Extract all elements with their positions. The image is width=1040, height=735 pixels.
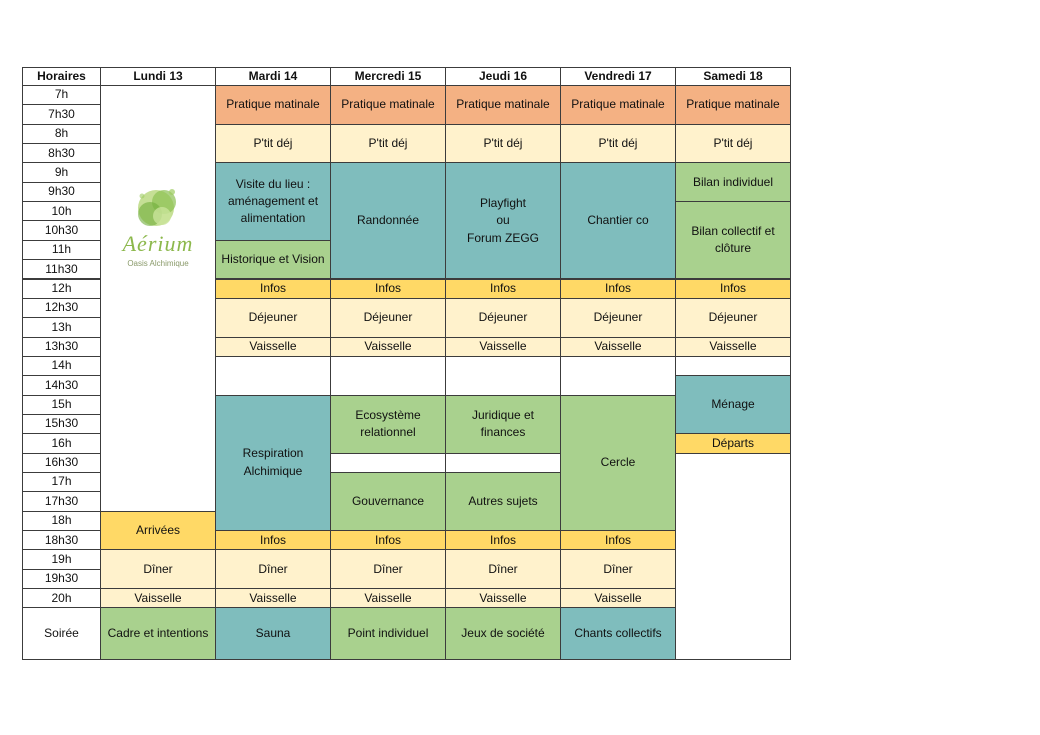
logo-tagline: Oasis Alchimique (127, 258, 189, 268)
event-cell: Déjeuner (675, 298, 791, 338)
time-label: 7h (22, 85, 101, 105)
event-cell (215, 356, 331, 396)
event-cell: Déjeuner (215, 298, 331, 338)
header-day-3: Mercredi 15 (330, 67, 446, 86)
event-cell: Infos (445, 279, 561, 299)
event-cell: Vaisselle (560, 337, 676, 357)
event-cell: Dîner (215, 549, 331, 589)
time-label: 11h (22, 240, 101, 260)
time-label: 12h (22, 279, 101, 299)
time-label: 18h (22, 511, 101, 531)
event-cell: Bilan individuel (675, 162, 791, 202)
event-cell: Vaisselle (330, 337, 446, 357)
event-cell: Cercle (560, 395, 676, 531)
time-label: 15h (22, 395, 101, 415)
event-cell (330, 453, 446, 473)
time-label: 8h (22, 124, 101, 144)
time-label: 7h30 (22, 104, 101, 124)
event-cell: Déjeuner (560, 298, 676, 338)
event-cell: P'tit déj (560, 124, 676, 164)
event-cell: Déjeuner (330, 298, 446, 338)
header-day-2: Mardi 14 (215, 67, 331, 86)
event-cell: Infos (215, 279, 331, 299)
event-cell: Pratique matinale (330, 85, 446, 125)
event-cell: Pratique matinale (675, 85, 791, 125)
event-cell (445, 453, 561, 473)
time-label: 19h30 (22, 569, 101, 589)
event-cell: Sauna (215, 607, 331, 660)
header-day-1: Lundi 13 (100, 67, 216, 86)
event-cell: Dîner (560, 549, 676, 589)
header-day-5: Vendredi 17 (560, 67, 676, 86)
event-cell: Vaisselle (100, 588, 216, 608)
logo-cell (100, 85, 216, 512)
event-cell: Infos (445, 530, 561, 550)
event-cell (675, 356, 791, 376)
header-day-4: Jeudi 16 (445, 67, 561, 86)
event-cell: Pratique matinale (560, 85, 676, 125)
event-cell: Infos (330, 279, 446, 299)
event-cell (445, 356, 561, 396)
event-cell: Juridique et finances (445, 395, 561, 454)
event-cell: Gouvernance (330, 472, 446, 531)
event-cell: Dîner (330, 549, 446, 589)
event-cell: Vaisselle (330, 588, 446, 608)
event-cell: Ménage (675, 375, 791, 434)
aerium-logo (101, 182, 215, 269)
event-cell: Chants collectifs (560, 607, 676, 660)
event-cell: Randonnée (330, 162, 446, 279)
logo-name: Aérium (122, 231, 194, 256)
time-label: 20h (22, 588, 101, 608)
event-cell: Infos (560, 530, 676, 550)
event-cell: Vaisselle (560, 588, 676, 608)
event-cell: P'tit déj (445, 124, 561, 164)
event-cell: P'tit déj (675, 124, 791, 164)
time-label: 14h (22, 356, 101, 376)
event-cell: Playfight ou Forum ZEGG (445, 162, 561, 279)
event-cell: Déjeuner (445, 298, 561, 338)
event-cell: Chantier co (560, 162, 676, 279)
event-cell: Historique et Vision (215, 240, 331, 280)
event-cell: Infos (675, 279, 791, 299)
time-label: 9h30 (22, 182, 101, 202)
event-cell: Départs (675, 433, 791, 453)
event-cell: Ecosystème relationnel (330, 395, 446, 454)
event-cell: Vaisselle (675, 337, 791, 357)
event-cell (330, 356, 446, 396)
time-label: 9h (22, 162, 101, 182)
time-label: 16h (22, 433, 101, 453)
event-cell: Autres sujets (445, 472, 561, 531)
event-cell (560, 356, 676, 396)
time-label: 11h30 (22, 259, 101, 279)
event-cell: Dîner (100, 549, 216, 589)
time-label: 16h30 (22, 453, 101, 473)
header-day-6: Samedi 18 (675, 67, 791, 86)
event-cell: Arrivées (100, 511, 216, 551)
time-label: 17h (22, 472, 101, 492)
time-label: 10h30 (22, 220, 101, 240)
event-cell: Vaisselle (215, 588, 331, 608)
event-cell: Visite du lieu : aménagement et alimentation (215, 162, 331, 240)
event-cell: Pratique matinale (215, 85, 331, 125)
time-label: 17h30 (22, 491, 101, 511)
event-cell: Infos (215, 530, 331, 550)
event-cell: Bilan collectif et clôture (675, 201, 791, 279)
time-label: 10h (22, 201, 101, 221)
event-cell: Cadre et intentions (100, 607, 216, 660)
event-cell: P'tit déj (215, 124, 331, 164)
event-cell: Infos (560, 279, 676, 299)
event-cell: Pratique matinale (445, 85, 561, 125)
time-label: 13h30 (22, 337, 101, 357)
event-cell: Dîner (445, 549, 561, 589)
time-label: 13h (22, 317, 101, 337)
time-label: 8h30 (22, 143, 101, 163)
event-cell: Infos (330, 530, 446, 550)
event-cell: Jeux de société (445, 607, 561, 660)
event-cell: Respiration Alchimique (215, 395, 331, 531)
event-cell (675, 453, 791, 661)
time-label: 14h30 (22, 375, 101, 395)
time-label: 18h30 (22, 530, 101, 550)
event-cell: P'tit déj (330, 124, 446, 164)
time-label: 12h30 (22, 298, 101, 318)
event-cell: Vaisselle (445, 588, 561, 608)
time-label: 15h30 (22, 414, 101, 434)
time-label: 19h (22, 549, 101, 569)
event-cell: Vaisselle (445, 337, 561, 357)
schedule-table (22, 67, 790, 663)
event-cell: Vaisselle (215, 337, 331, 357)
time-label: Soirée (22, 607, 101, 660)
event-cell: Point individuel (330, 607, 446, 660)
header-horaires: Horaires (22, 67, 101, 86)
